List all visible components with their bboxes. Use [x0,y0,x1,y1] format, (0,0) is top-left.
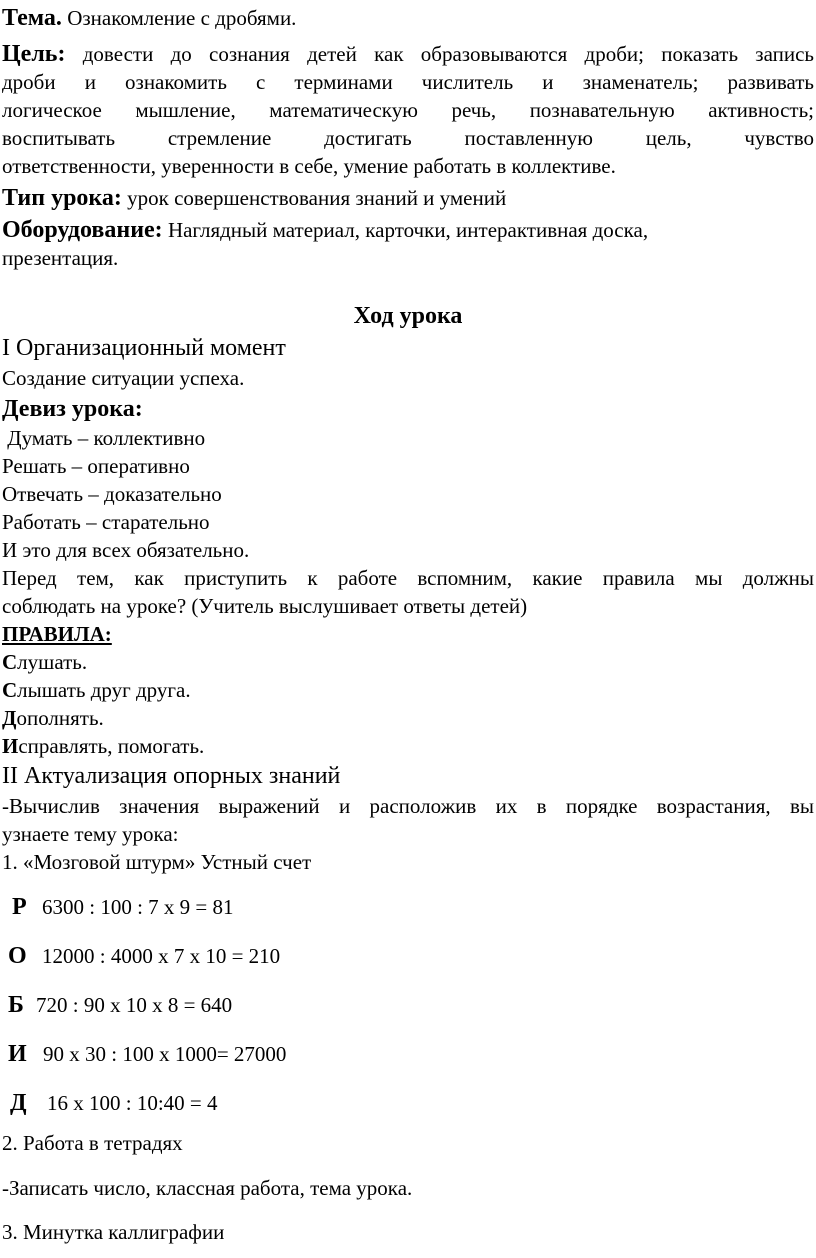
equation-1 [12,893,234,921]
rules-title: ПРАВИЛА: [2,622,112,646]
equation-4-expr: 90 х 30 : 100 х 1000= 27000 [43,1042,287,1066]
equation-3-expr: 720 : 90 х 10 х 8 = 640 [36,993,233,1017]
topic-label: Тема. [2,5,62,31]
section-1-text: Создание ситуации успеха. [2,366,245,390]
lesson-title: Ход урока [353,303,463,329]
equation-3 [8,991,232,1019]
rule-2 [2,676,191,704]
motto-title: Девиз урока: [2,396,143,422]
goal-line-4: воспитывать стремление достигать поставленную цель, чувство [2,126,814,150]
goal-line-3: логическое мышление, математическую речь, познавательную активность; [2,98,814,122]
motto-line-1: Думать – коллективно [2,426,206,450]
item-3: 3. Минутка каллиграфии [2,1220,225,1244]
rule-1 [2,648,87,676]
section-2-line-2: узнаете тему урока: [2,822,179,846]
motto-line-3: Отвечать – доказательно [2,482,222,506]
equipment-value: Наглядный материал, карточки, интерактивная доска, [167,218,649,242]
equation-2-expr: 12000 : 4000 х 7 х 10 = 210 [42,944,281,968]
equipment-line [2,216,648,244]
equation-5-letter: Д [10,1090,27,1116]
item-2-text: -Записать число, классная работа, тема урока. [2,1176,413,1200]
rule-1-rest: лушать. [17,650,88,674]
goal-text-1: довести до сознания детей как образовываются дроби; показать запись [82,42,815,66]
goal-line-5: ответственности, уверенности в себе, умение работать в коллективе. [2,154,616,178]
rule-3 [2,704,104,732]
rule-4-initial: И [2,734,19,758]
question-line-1: Перед тем, как приступить к работе вспомним, какие правила мы должны [2,566,814,590]
motto-line-5: И это для всех обязательно. [2,538,250,562]
rule-1-initial: С [2,650,18,674]
item-2: 2. Работа в тетрадях [2,1131,183,1155]
equation-2-letter: О [8,943,27,969]
rule-2-initial: С [2,678,18,702]
rule-4 [2,732,204,760]
goal-line-2: дроби и ознакомить с терминами числитель и знаменатель; развивать [2,70,814,94]
equation-4-letter: И [8,1041,27,1067]
section-2-line-1: -Вычислив значения выражений и расположив их в порядке возрастания, вы [2,794,814,818]
equation-1-letter: Р [12,894,27,920]
section-2-title: II Актуализация опорных знаний [2,763,341,789]
type-line [2,184,506,212]
motto-line-2: Решать – оперативно [2,454,190,478]
equipment-line-cont: презентация. [2,246,119,270]
goal-label: Цель: [2,41,66,67]
type-label: Тип урока: [2,185,122,211]
item-1: 1. «Мозговой штурм» Устный счет [2,850,312,874]
topic-value: Ознакомление с дробями. [67,6,297,30]
equation-1-expr: 6300 : 100 : 7 х 9 = 81 [42,895,234,919]
equation-2 [8,942,280,970]
rule-3-initial: Д [2,706,17,730]
question-line-2: соблюдать на уроке? (Учитель выслушивает ответы детей) [2,594,528,618]
topic-line [2,4,296,32]
goal-line-1 [2,40,814,68]
rule-3-rest: ополнять. [16,706,104,730]
section-1-title: I Организационный момент [2,335,286,361]
equation-3-letter: Б [8,992,24,1018]
type-value: урок совершенствования знаний и умений [127,186,507,210]
equation-5 [10,1089,218,1117]
motto-line-4: Работать – старательно [2,510,210,534]
rule-2-rest: лышать друг друга. [17,678,191,702]
rule-4-rest: справлять, помогать. [18,734,205,758]
equipment-label: Оборудование: [2,217,163,243]
equation-4 [8,1040,286,1068]
equation-5-expr: 16 х 100 : 10:40 = 4 [47,1091,218,1115]
